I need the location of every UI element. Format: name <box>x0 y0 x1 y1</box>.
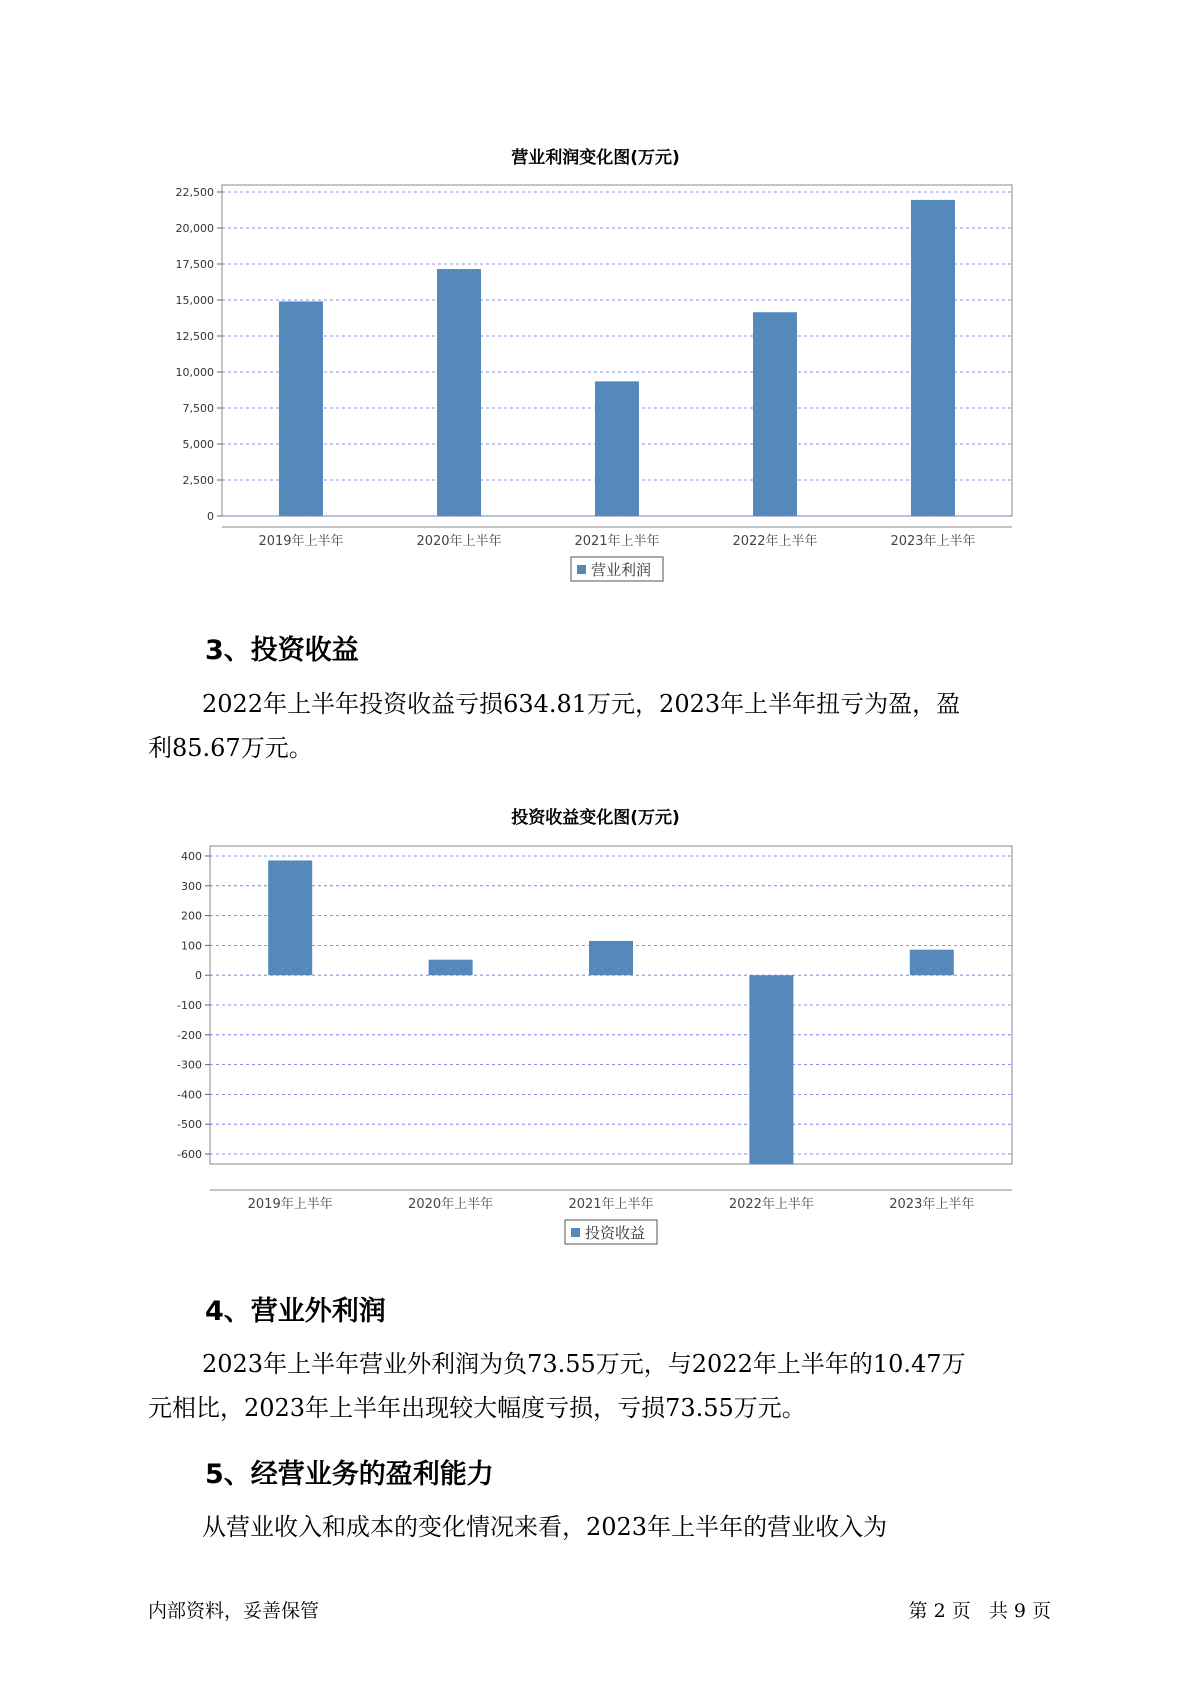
x-tick-label: 2019年上半年 <box>258 534 344 549</box>
bar <box>911 200 955 516</box>
y-tick-label: 10,000 <box>175 366 214 379</box>
section-4-heading: 4、营业外利润 <box>205 1296 386 1327</box>
x-tick-label: 2020年上半年 <box>416 534 502 549</box>
y-tick-label: 20,000 <box>175 222 214 235</box>
section-3-line-2: 利85.67万元。 <box>148 734 313 762</box>
bar <box>279 301 323 516</box>
x-tick-label: 2022年上半年 <box>728 1197 814 1212</box>
x-tick-label: 2022年上半年 <box>732 534 818 549</box>
y-tick-label: 300 <box>181 879 202 893</box>
x-tick-label: 2020年上半年 <box>408 1197 494 1212</box>
x-tick-label: 2021年上半年 <box>568 1197 654 1212</box>
y-tick-label: -600 <box>177 1148 202 1161</box>
section-5-paragraph <box>148 1505 1048 1549</box>
x-tick-label: 2019年上半年 <box>247 1197 333 1212</box>
section-4-paragraph <box>148 1342 1048 1430</box>
chart1-title: 营业利润变化图(万元) <box>511 148 680 168</box>
bar <box>268 860 312 975</box>
bar <box>753 312 797 516</box>
y-tick-label: 15,000 <box>175 294 214 307</box>
section-4-line-2: 元相比，2023年上半年出现较大幅度亏损，亏损73.55万元。 <box>148 1394 806 1422</box>
x-tick-label: 2023年上半年 <box>889 1197 975 1212</box>
y-tick-label: -400 <box>177 1088 202 1102</box>
bar <box>749 975 793 1164</box>
bar <box>589 941 633 975</box>
x-tick-label: 2021年上半年 <box>574 534 660 549</box>
y-tick-label: 400 <box>181 850 202 863</box>
bar <box>437 269 481 516</box>
y-tick-label: 0 <box>195 969 202 983</box>
y-tick-label: -300 <box>177 1058 202 1072</box>
y-tick-label: 2,500 <box>182 474 214 487</box>
section-5-heading: 5、经营业务的盈利能力 <box>205 1459 494 1490</box>
y-tick-label: 0 <box>207 510 214 523</box>
y-tick-label: -500 <box>177 1118 202 1132</box>
section-3-heading: 3、投资收益 <box>205 635 359 666</box>
section-3-line-1: 2022年上半年投资收益亏损634.81万元，2023年上半年扭亏为盈，盈 <box>202 690 961 718</box>
legend-label: 营业利润 <box>591 561 652 579</box>
bar <box>910 950 954 976</box>
bar <box>595 381 639 516</box>
section-5-line-1: 从营业收入和成本的变化情况来看，2023年上半年的营业收入为 <box>202 1513 888 1541</box>
y-tick-label: -100 <box>177 999 202 1012</box>
bar <box>429 960 473 975</box>
y-tick-label: 200 <box>181 909 202 923</box>
legend-label: 投资收益 <box>585 1224 646 1242</box>
y-tick-label: 7,500 <box>182 402 214 415</box>
y-tick-label: 5,000 <box>182 438 214 451</box>
legend-swatch <box>577 565 586 574</box>
y-tick-label: 100 <box>181 939 202 953</box>
section-4-line-1: 2023年上半年营业外利润为负73.55万元，与2022年上半年的10.47万 <box>202 1350 966 1378</box>
y-tick-label: -200 <box>177 1028 202 1042</box>
chart2-title: 投资收益变化图(万元) <box>511 808 680 828</box>
operating-profit-chart <box>0 170 1191 600</box>
y-tick-label: 22,500 <box>175 186 214 199</box>
y-tick-label: 17,500 <box>175 258 214 271</box>
footer-page-number: 第 2 页 共 9 页 <box>908 1600 1051 1622</box>
x-tick-label: 2023年上半年 <box>890 534 976 549</box>
y-tick-label: 12,500 <box>175 330 214 343</box>
legend-swatch <box>571 1228 580 1237</box>
investment-income-chart <box>0 830 1191 1260</box>
footer-confidential: 内部资料，妥善保管 <box>148 1600 320 1622</box>
section-3-paragraph <box>148 682 1048 770</box>
